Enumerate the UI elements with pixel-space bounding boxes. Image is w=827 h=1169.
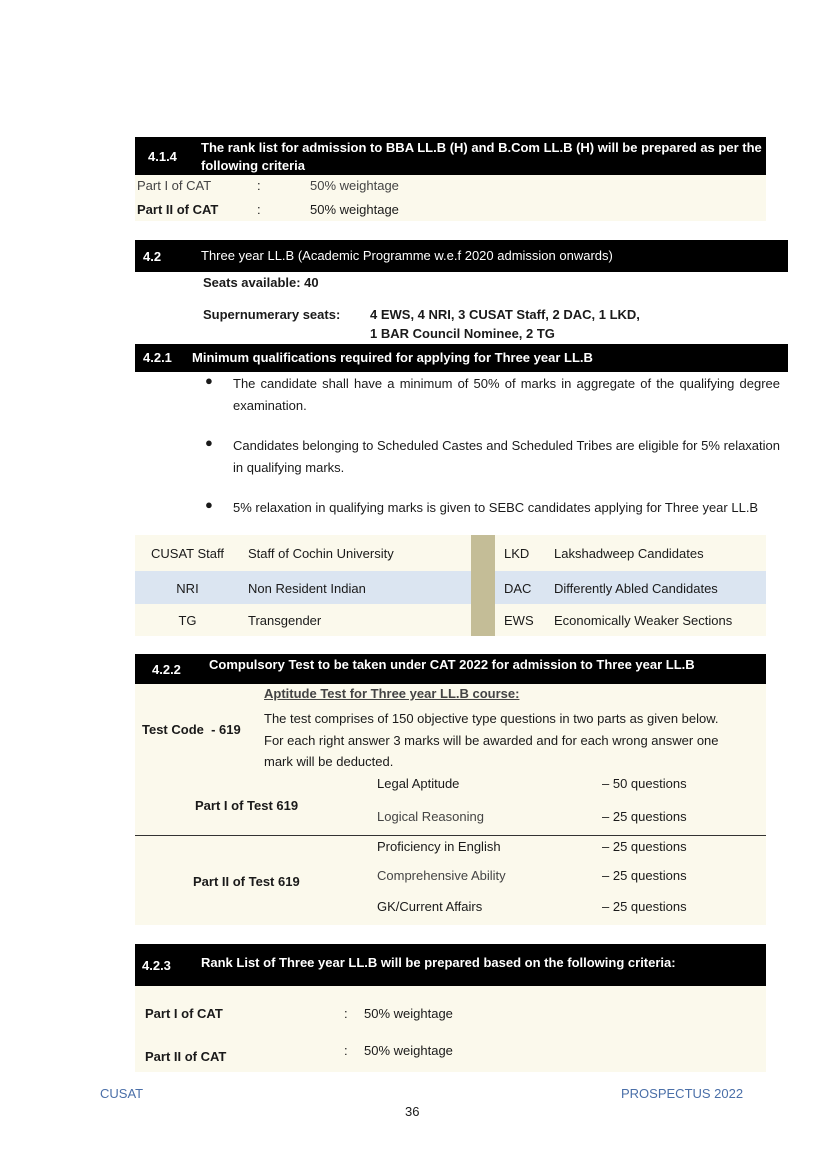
abbrev-desc: Non Resident Indian — [248, 581, 366, 596]
question-count: – 25 questions — [602, 868, 687, 883]
criteria-value: 50% weightage — [364, 1006, 453, 1021]
section-number: 4.2.1 — [143, 350, 172, 365]
test-description-line: The test comprises of 150 objective type questions in two parts as given below. — [264, 711, 719, 726]
criteria-label: Part II of CAT — [137, 202, 219, 217]
bullet-text: 5% relaxation in qualifying marks is given to SEBC candidates applying for Three year LL.B — [233, 500, 759, 515]
abbrev-code: TG — [178, 613, 197, 628]
section-title: Minimum qualifications required for applying for Three year LL.B — [192, 350, 593, 365]
section-number: 4.1.4 — [148, 149, 177, 164]
footer-left: CUSAT — [100, 1086, 144, 1101]
supernumerary-line-2: 1 BAR Council Nominee, 2 TG — [370, 326, 555, 341]
subject: GK/Current Affairs — [377, 899, 483, 914]
subject: Proficiency in English — [377, 839, 501, 854]
seats-available: Seats available: 40 — [203, 275, 319, 290]
criteria-label: Part I of CAT — [145, 1006, 223, 1021]
section-title: Compulsory Test to be taken under CAT 2022 for admission to Three year LL.B — [209, 657, 695, 672]
section-4-2-3-table — [135, 986, 766, 1072]
part-1-label: Part I of Test 619 — [195, 798, 299, 813]
abbrev-code: DAC — [504, 581, 532, 596]
question-count: – 25 questions — [602, 839, 687, 854]
test-description-line: mark will be deducted. — [264, 754, 394, 769]
abbrev-desc: Differently Abled Candidates — [554, 581, 718, 596]
subject: Logical Reasoning — [377, 809, 484, 824]
section-4-2-3-header — [135, 944, 766, 986]
section-title: Three year LL.B (Academic Programme w.e.f 2020 admission onwards) — [201, 248, 613, 263]
section-number: 4.2 — [143, 249, 162, 264]
test-description-line: For each right answer 3 marks will be awarded and for each wrong answer one — [264, 733, 719, 748]
part-divider — [135, 835, 766, 836]
page-number: 36 — [405, 1104, 420, 1119]
section-4-1-4-header — [135, 137, 766, 175]
abbrev-code: EWS — [504, 613, 534, 628]
section-title: The rank list for admission to BBA LL.B (H) and B.Com LL.B (H) will be prepared as per the following criteria — [201, 140, 762, 173]
subject: Legal Aptitude — [377, 776, 460, 791]
bullet-dot: ● — [205, 373, 213, 388]
section-4-1-4-table — [135, 175, 766, 221]
section-number: 4.2.3 — [142, 958, 171, 973]
section-4-2-header — [135, 240, 788, 272]
criteria-colon: : — [344, 1043, 348, 1058]
abbrev-code: NRI — [176, 581, 199, 596]
section-number: 4.2.2 — [152, 662, 181, 677]
question-count: – 25 questions — [602, 809, 687, 824]
criteria-label: Part I of CAT — [137, 178, 212, 193]
abbrev-desc: Lakshadweep Candidates — [554, 546, 704, 561]
section-4-2-2-header — [135, 654, 766, 684]
abbrev-desc: Economically Weaker Sections — [554, 613, 733, 628]
question-count: – 25 questions — [602, 899, 687, 914]
test-619-block — [135, 684, 766, 925]
bullet-dot: ● — [205, 497, 213, 512]
test-code: Test Code - 619 — [142, 722, 241, 737]
criteria-colon: : — [257, 202, 261, 217]
abbrev-desc: Transgender — [248, 613, 322, 628]
column-divider — [471, 535, 495, 636]
supernumerary-label: Supernumerary seats: — [203, 307, 341, 322]
aptitude-title: Aptitude Test for Three year LL.B course: — [264, 686, 520, 701]
section-4-2-1-header — [135, 344, 788, 372]
abbrev-desc: Staff of Cochin University — [248, 546, 394, 561]
part-2-label: Part II of Test 619 — [193, 874, 300, 889]
bullet-dot: ● — [205, 435, 213, 450]
criteria-colon: : — [344, 1006, 348, 1021]
footer-right: PROSPECTUS 2022 — [621, 1086, 744, 1101]
abbrev-code: CUSAT Staff — [151, 546, 224, 561]
criteria-value: 50% weightage — [310, 202, 399, 217]
criteria-colon: : — [257, 178, 261, 193]
abbreviation-table — [135, 535, 766, 636]
subject: Comprehensive Ability — [377, 868, 506, 883]
bullet-text: Candidates belonging to Scheduled Castes and Scheduled Tribes are eligible for 5% relaxation in qualifying marks. — [233, 438, 780, 475]
question-count: – 50 questions — [602, 776, 687, 791]
bullet-text: The candidate shall have a minimum of 50% of marks in aggregate of the qualifying degree examination. — [233, 376, 780, 413]
abbrev-code: LKD — [504, 546, 530, 561]
section-title: Rank List of Three year LL.B will be prepared based on the following criteria: — [201, 955, 676, 970]
criteria-value: 50% weightage — [364, 1043, 453, 1058]
supernumerary-line-1: 4 EWS, 4 NRI, 3 CUSAT Staff, 2 DAC, 1 LKD, — [370, 307, 640, 322]
criteria-value: 50% weightage — [310, 178, 399, 193]
criteria-label: Part II of CAT — [145, 1049, 227, 1064]
